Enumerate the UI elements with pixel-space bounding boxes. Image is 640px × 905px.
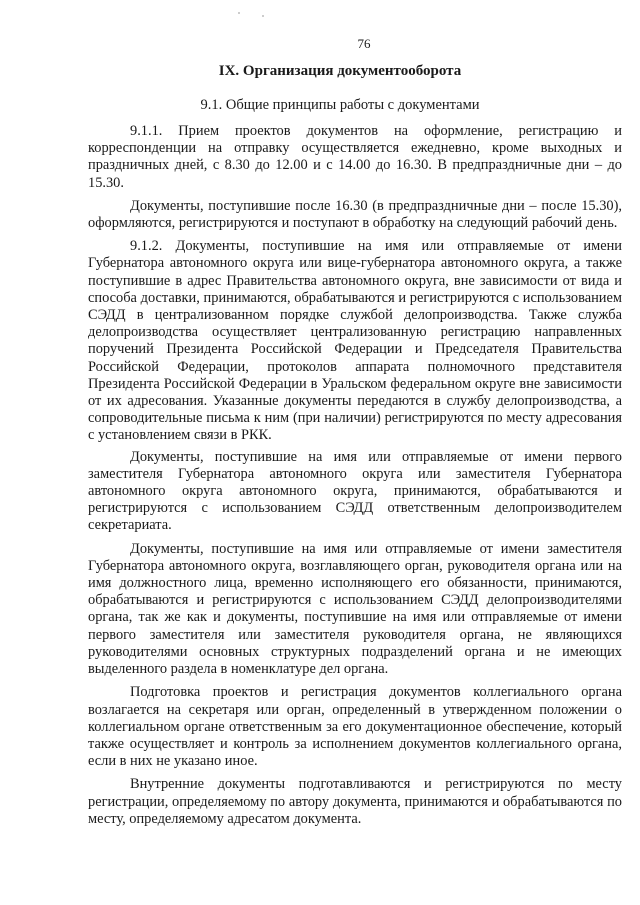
chapter-title: IX. Организация документооборота	[218, 63, 462, 79]
section-title: 9.1. Общие принципы работы с документами	[200, 97, 480, 113]
paragraph-internal-documents: Внутренние документы подготавливаются и регистрируются по месту регистрации, определяемому по автору документа, принимаются и обрабатываются по месту, определяемому адресатом документа.	[88, 776, 622, 827]
scan-speck	[238, 12, 240, 14]
paragraph-late-documents: Документы, поступившие после 16.30 (в предпраздничные дни – после 15.30), оформляются, регистрируются и поступают в обработку на следующий рабочий день.	[88, 197, 622, 232]
scan-speck	[262, 15, 264, 17]
page-number: 76	[357, 36, 371, 51]
paragraph-first-deputy: Документы, поступившие на имя или отправляемые от имени первого заместителя Губернатора автономного округа или заместителя Губернатора автономного округа автономного округа, принимаются, обрабатываются и регистрируются с использованием СЭДД ответственным делопроизводителем секретариата.	[88, 448, 622, 534]
paragraph-9-1-2: 9.1.2. Документы, поступившие на имя или отправляемые от имени Губернатора автономного округа или вице-губернатора автономного округа, а также поступившие в адрес Правительства автономного округа, вне зависимости от вида и способа доставки, принимаются, обрабатываются и регистрируются с использованием СЭДД в централизованном порядке службой делопроизводства. Также служба делопроизводства осуществляет централизованную регистрацию направленных поручений Президента Российской Федерации и Председателя Правительства Российской Федерации, протоколов аппарата полномочного представителя Президента Российской Федерации в Уральском федеральном округе вне зависимости от их адресования. Указанные документы передаются в службу делопроизводства, а сопроводительные письма к ним (при наличии) регистрируются по месту адресования с установлением связи в РКК.	[88, 238, 622, 444]
document-body	[88, 123, 622, 834]
paragraph-collegial-body: Подготовка проектов и регистрация документов коллегиального органа возлагается на секретаря или орган, определенный в утвержденном положении о коллегиальном органе ответственным за его документационное обеспечение, который также осуществляет и контроль за исполнением документов коллегиального органа, если в них не указано иное.	[88, 684, 622, 770]
paragraph-9-1-1: 9.1.1. Прием проектов документов на оформление, регистрацию и корреспонденции на отправку осуществляется ежедневно, кроме выходных и праздничных дней, с 8.30 до 12.00 и с 14.00 до 16.30. В предпраздничные дни – до 15.30.	[88, 123, 622, 191]
paragraph-deputy-governor: Документы, поступившие на имя или отправляемые от имени заместителя Губернатора автономного округа, возглавляющего орган, руководителя органа или на имя должностного лица, временно исполняющего его обязанности, принимаются, обрабатываются и регистрируются с использованием СЭДД делопроизводителями органа, так же как и документы, поступившие на имя или отправляемые от имени первого заместителя или заместителя руководителя органа, не являющихся руководителями основных структурных подразделений органа и не имеющих выделенного раздела в номенклатуре дел органа.	[88, 540, 622, 678]
